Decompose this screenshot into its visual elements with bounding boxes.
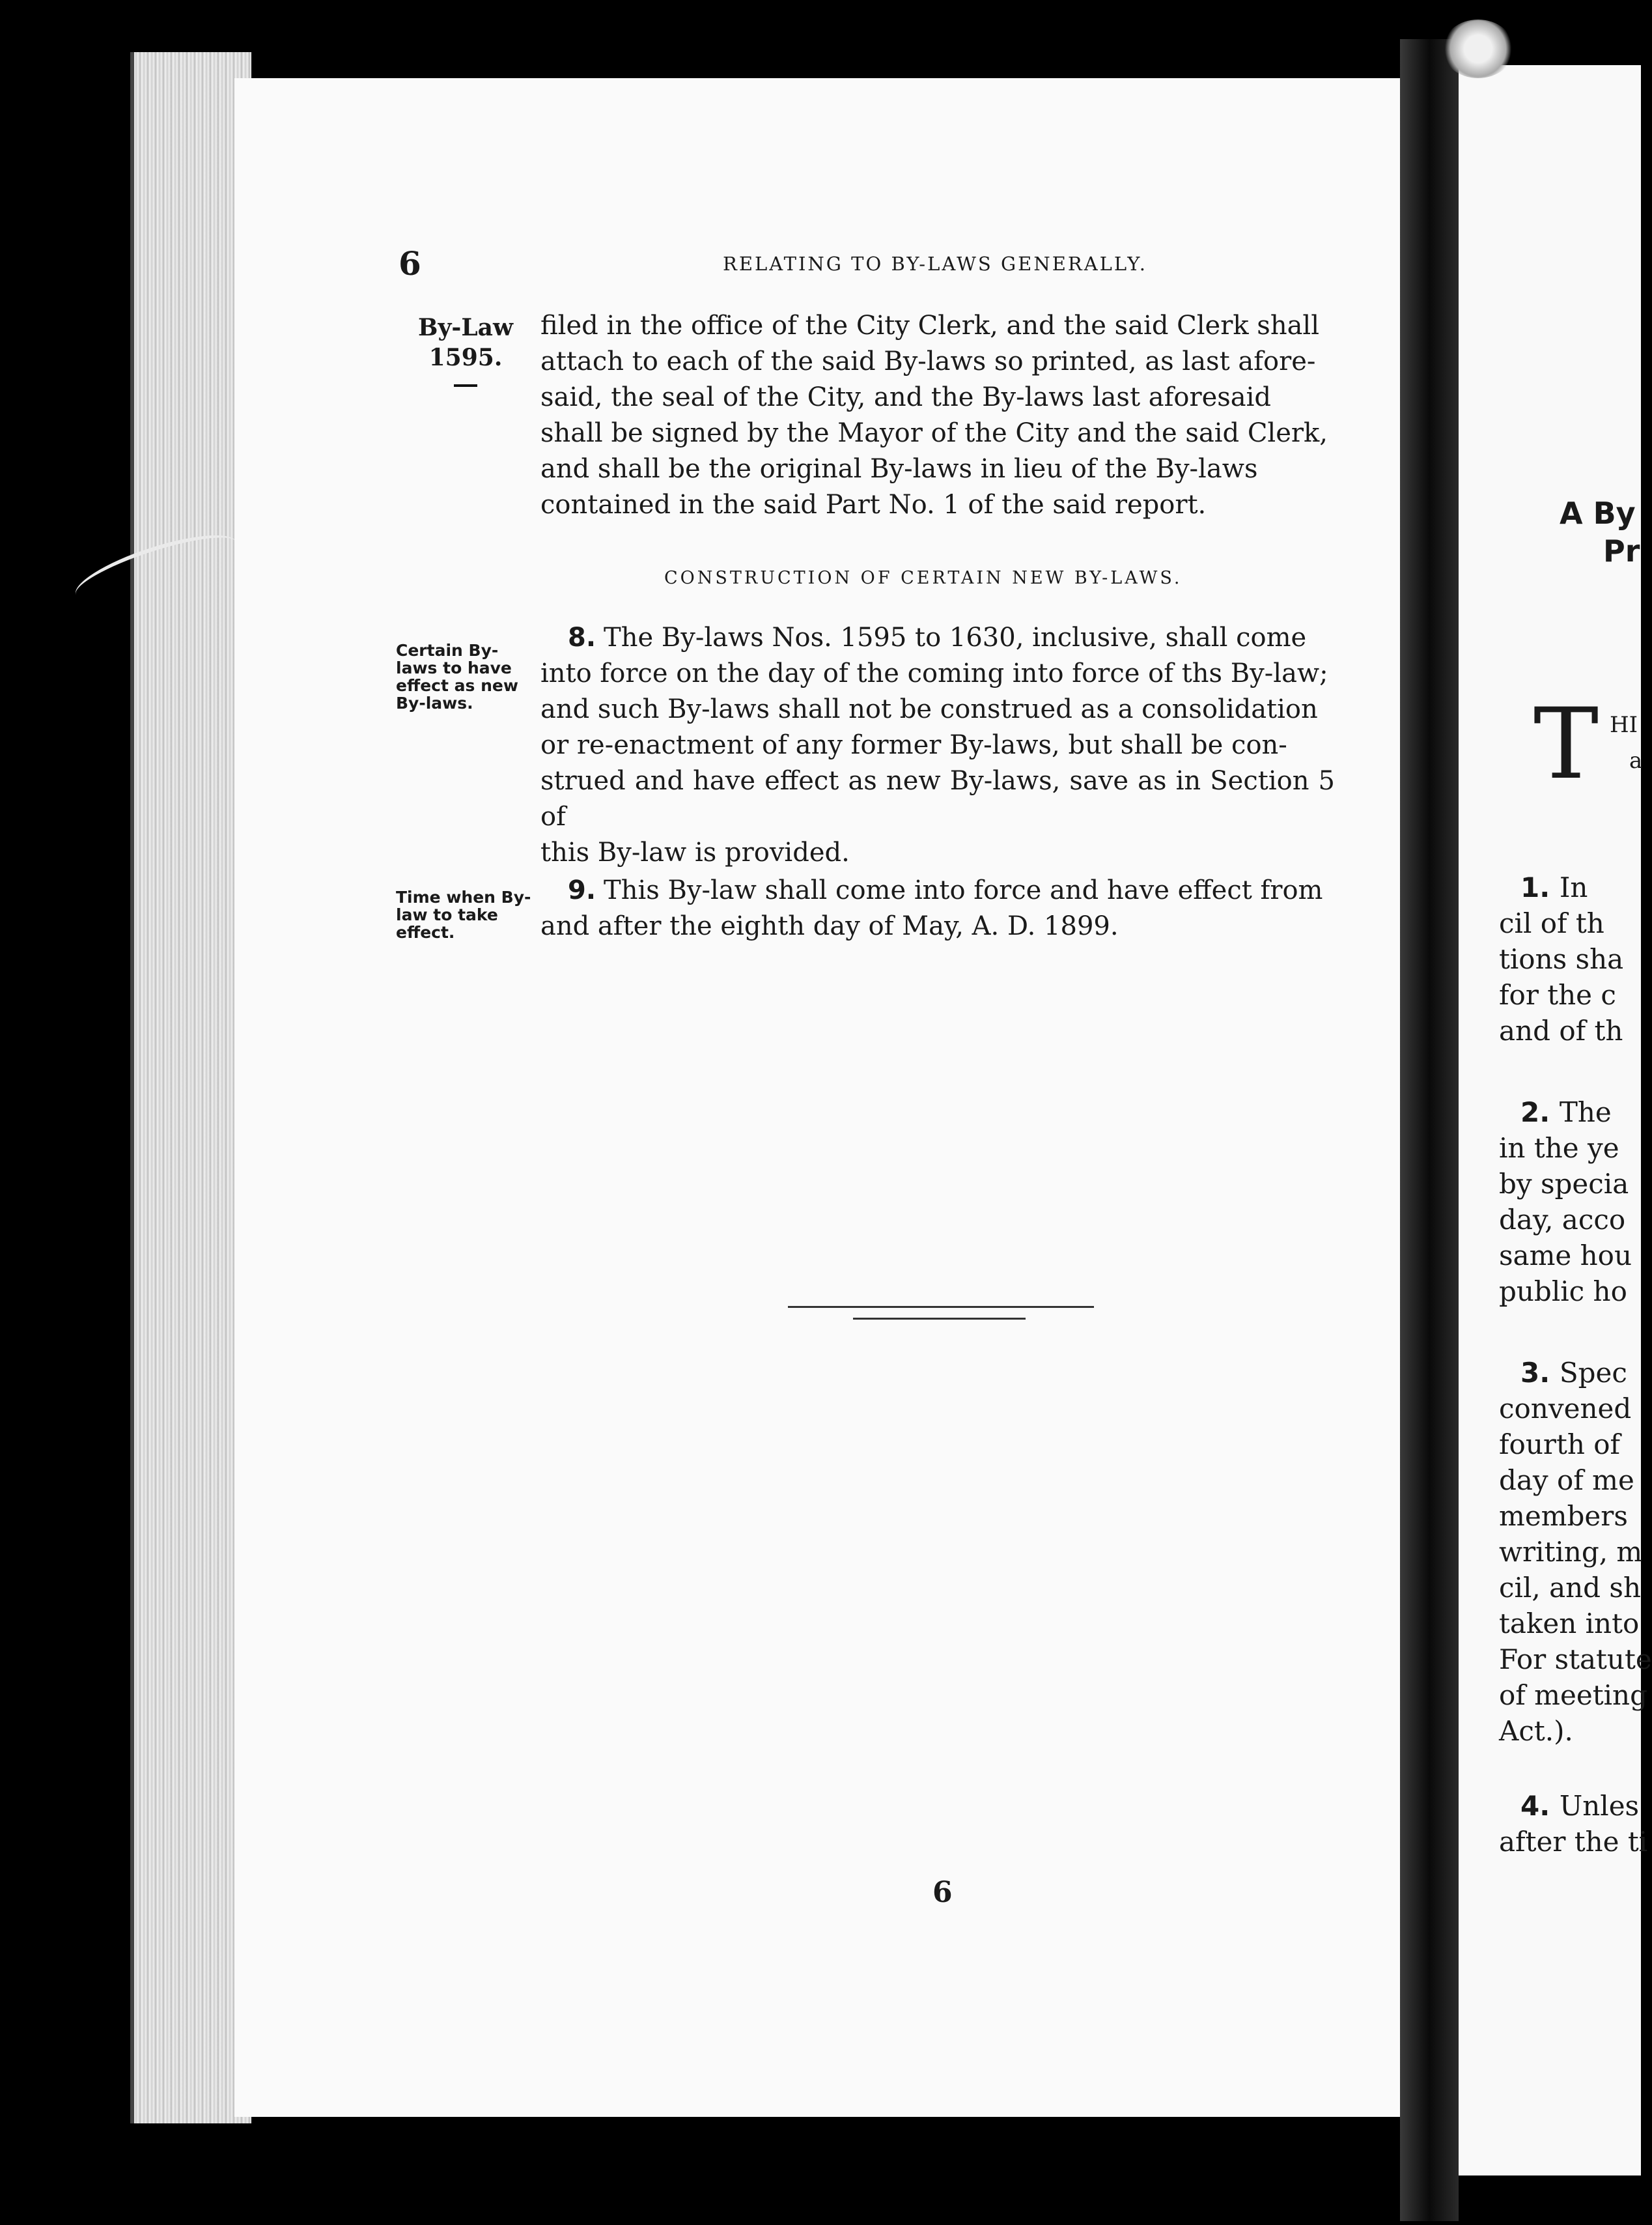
right-page-line: by specia	[1499, 1168, 1629, 1200]
right-page-line: fourth of	[1499, 1428, 1621, 1460]
right-title-line: Pr	[1603, 533, 1640, 569]
margin-line: Certain By-	[396, 641, 499, 660]
margin-line: Time when By-	[396, 888, 531, 907]
header-page-number: 6	[399, 244, 421, 283]
dropcap-tail: a	[1629, 748, 1643, 774]
right-page-line: day, acco	[1499, 1204, 1626, 1236]
footer-page-number: 6	[932, 1876, 953, 1909]
right-page-line: Act.).	[1499, 1715, 1573, 1747]
margin-line: By-laws.	[396, 694, 473, 713]
section8-margin-note	[396, 642, 518, 712]
right-page-line: 2. The	[1520, 1096, 1612, 1128]
right-page-line: same hou	[1499, 1240, 1632, 1271]
right-page-line: in the ye	[1499, 1132, 1619, 1164]
section8-line: strued and have effect as new By-laws, save as in Section 5 of	[540, 766, 1335, 832]
right-page-line: For statute	[1499, 1643, 1652, 1675]
right-page-line: day of me	[1499, 1464, 1634, 1496]
right-page-line: convened	[1499, 1393, 1632, 1424]
para-line: filed in the office of the City Clerk, and the said Clerk shall	[540, 311, 1320, 341]
bylaw-ref-line1: By-Law	[418, 314, 513, 341]
right-page-text	[1459, 65, 1652, 2175]
right-page-line: 1. In	[1520, 872, 1588, 903]
section8-line: into force on the day of the coming into force of ths By-law;	[540, 659, 1328, 688]
bylaw-margin-ref	[417, 313, 514, 387]
margin-line: laws to have	[396, 659, 512, 677]
margin-line: effect as new	[396, 676, 518, 695]
right-page-line: taken into	[1499, 1608, 1640, 1639]
right-page-line: public ho	[1499, 1275, 1627, 1307]
drop-cap: T	[1533, 688, 1599, 801]
margin-dash	[454, 384, 477, 387]
continuation-paragraph	[540, 308, 1335, 523]
para-line: contained in the said Part No. 1 of the said report.	[540, 490, 1207, 520]
right-page-line: of meeting	[1499, 1679, 1647, 1711]
right-title-line: A By	[1560, 496, 1636, 531]
running-title: RELATING TO BY-LAWS GENERALLY.	[723, 253, 1147, 275]
para-line: attach to each of the said By-laws so printed, as last afore-	[540, 347, 1316, 376]
section9-line: 9. This By-law shall come into force and have effect from	[568, 875, 1323, 905]
right-page-line: cil of th	[1499, 907, 1604, 939]
book-gutter	[1400, 39, 1459, 2221]
right-page-line: members	[1499, 1500, 1628, 1532]
para-line: and shall be the original By-laws in lieu of the By-laws	[540, 454, 1258, 484]
section8-line: this By-law is provided.	[540, 838, 850, 868]
margin-line: effect.	[396, 923, 455, 942]
end-rule-long	[788, 1306, 1094, 1308]
section8-line: and such By-laws shall not be construed as a consolidation	[540, 694, 1318, 724]
section8-line: 8. The By-laws Nos. 1595 to 1630, inclusive, shall come	[568, 623, 1307, 653]
margin-line: law to take	[396, 905, 498, 924]
section9-line: and after the eighth day of May, A. D. 1899.	[540, 911, 1119, 941]
section9-margin-note	[396, 888, 531, 941]
page-edges	[130, 52, 251, 2123]
right-page-line: 3. Spec	[1520, 1357, 1627, 1389]
right-page-line: writing, m	[1499, 1536, 1643, 1568]
right-page-line: for the c	[1499, 979, 1616, 1011]
section-number: 9.	[568, 875, 596, 905]
right-page-line: 4. Unles	[1520, 1790, 1640, 1822]
section8-line: or re-enactment of any former By-laws, but shall be con-	[540, 730, 1287, 760]
dropcap-tail: HI	[1610, 712, 1638, 738]
section-number: 8.	[568, 623, 596, 653]
right-page-line: cil, and sh	[1499, 1572, 1642, 1604]
para-line: shall be signed by the Mayor of the City and the said Clerk,	[540, 418, 1328, 448]
section-subheading: CONSTRUCTION OF CERTAIN NEW BY-LAWS.	[664, 568, 1183, 588]
section-8	[540, 620, 1335, 871]
bylaw-ref-line2: 1595.	[428, 344, 503, 371]
right-page-line: tions sha	[1499, 943, 1624, 975]
right-page-line: and of th	[1499, 1015, 1623, 1047]
end-rule-short	[853, 1318, 1026, 1320]
right-page-line: after the ti	[1499, 1826, 1648, 1858]
para-line: said, the seal of the City, and the By-laws last aforesaid	[540, 382, 1272, 412]
section-9	[540, 873, 1335, 944]
